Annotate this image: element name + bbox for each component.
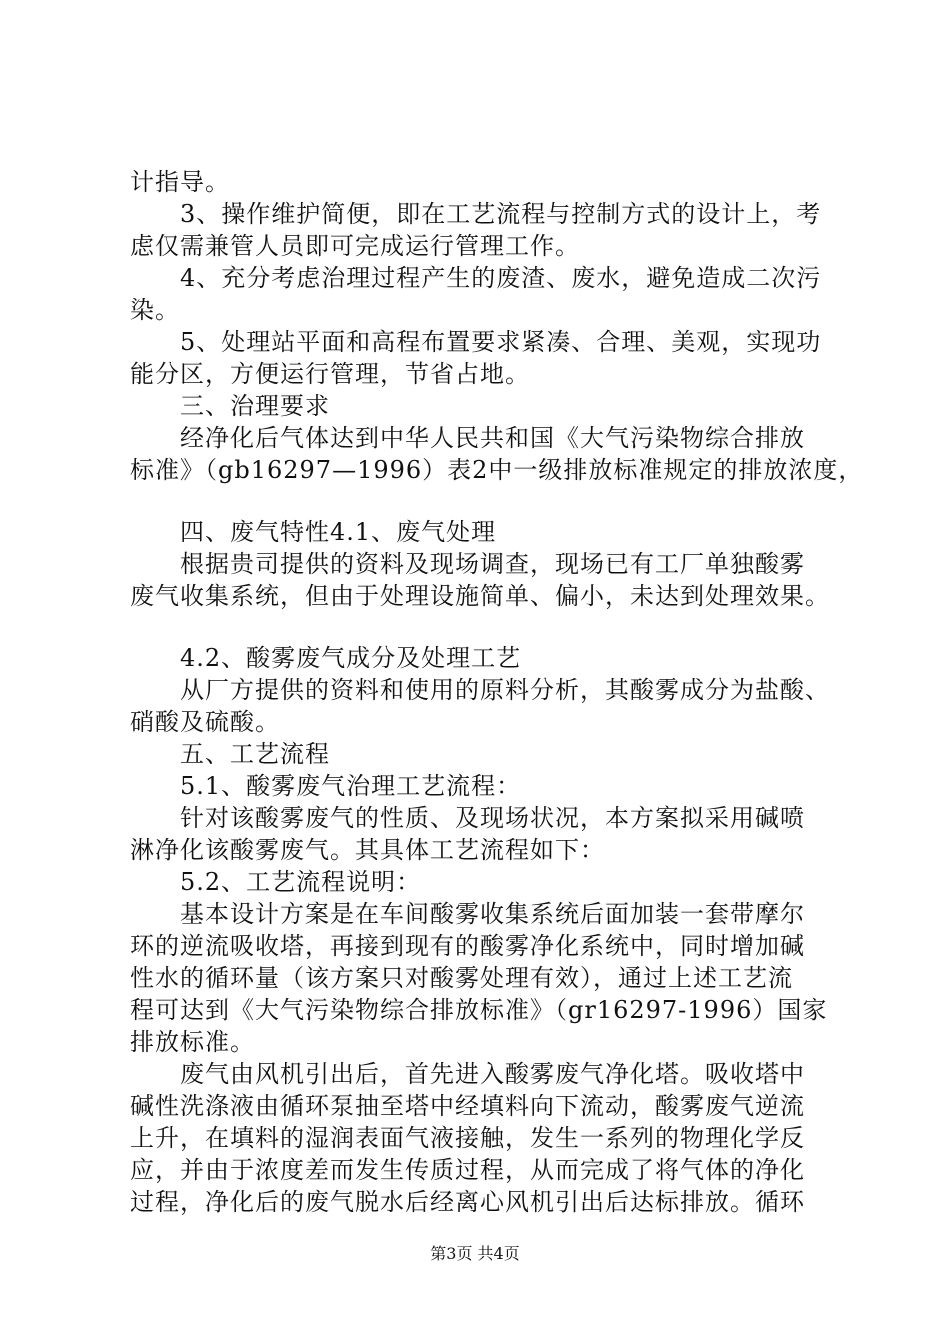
text-line: 3、操作维护简便，即在工艺流程与控制方式的设计上，考 bbox=[180, 200, 822, 228]
text-line: 程可达到《大气污染物综合排放标准》（gr16297-1996）国家 bbox=[130, 996, 828, 1024]
text-line: 从厂方提供的资料和使用的原料分析，其酸雾成分为盐酸、 bbox=[180, 676, 830, 704]
section-heading: 5.1、酸雾废气治理工艺流程： bbox=[180, 772, 522, 800]
text-line: 5、处理站平面和高程布置要求紧凑、合理、美观，实现功 bbox=[180, 328, 822, 356]
text-line: 废气收集系统，但由于处理设施简单、偏小，未达到处理效果。 bbox=[130, 582, 830, 610]
text-line: 废气由风机引出后，首先进入酸雾废气净化塔。吸收塔中 bbox=[180, 1060, 805, 1088]
section-heading: 4.2、酸雾废气成分及处理工艺 bbox=[180, 644, 522, 672]
text-line: 4、充分考虑治理过程产生的废渣、废水，避免造成二次污 bbox=[180, 264, 822, 292]
text-line: 经净化后气体达到中华人民共和国《大气污染物综合排放 bbox=[180, 424, 805, 452]
text-line: 性水的循环量（该方案只对酸雾处理有效），通过上述工艺流 bbox=[130, 964, 793, 992]
text-line: 硝酸及硫酸。 bbox=[130, 708, 280, 736]
text-line: 标准》（gb16297—1996）表2中一级排放标准规定的排放浓度， bbox=[130, 456, 864, 484]
text-line: 基本设计方案是在车间酸雾收集系统后面加装一套带摩尔 bbox=[180, 900, 805, 928]
text-line: 碱性洗涤液由循环泵抽至塔中经填料向下流动，酸雾废气逆流 bbox=[130, 1092, 805, 1120]
section-heading: 5.2、工艺流程说明： bbox=[180, 868, 422, 896]
text-line: 针对该酸雾废气的性质、及现场状况，本方案拟采用碱喷 bbox=[180, 804, 805, 832]
text-line: 上升，在填料的湿润表面气液接触，发生一系列的物理化学反 bbox=[130, 1124, 805, 1152]
text-line: 染。 bbox=[130, 296, 180, 324]
text-line: 虑仅需兼管人员即可完成运行管理工作。 bbox=[130, 232, 580, 260]
page-number-footer: 第3页 共4页 bbox=[430, 1244, 520, 1263]
section-heading: 五、工艺流程 bbox=[180, 740, 330, 768]
text-line: 环的逆流吸收塔，再接到现有的酸雾净化系统中，同时增加碱 bbox=[130, 932, 805, 960]
text-line: 应，并由于浓度差而发生传质过程，从而完成了将气体的净化 bbox=[130, 1156, 805, 1184]
text-line: 排放标准。 bbox=[130, 1028, 255, 1056]
section-heading: 三、治理要求 bbox=[180, 392, 330, 420]
paragraph-gap bbox=[130, 612, 830, 642]
text-line: 计指导。 bbox=[130, 168, 230, 196]
paragraph-gap bbox=[130, 486, 830, 516]
text-line: 能分区，方便运行管理，节省占地。 bbox=[130, 360, 530, 388]
text-line: 过程，净化后的废气脱水后经离心风机引出后达标排放。循环 bbox=[130, 1188, 805, 1216]
text-line: 淋净化该酸雾废气。其具体工艺流程如下： bbox=[130, 836, 605, 864]
text-line: 根据贵司提供的资料及现场调查，现场已有工厂单独酸雾 bbox=[180, 550, 805, 578]
document-body bbox=[130, 166, 864, 1218]
section-heading: 四、废气特性4.1、废气处理 bbox=[180, 518, 497, 546]
